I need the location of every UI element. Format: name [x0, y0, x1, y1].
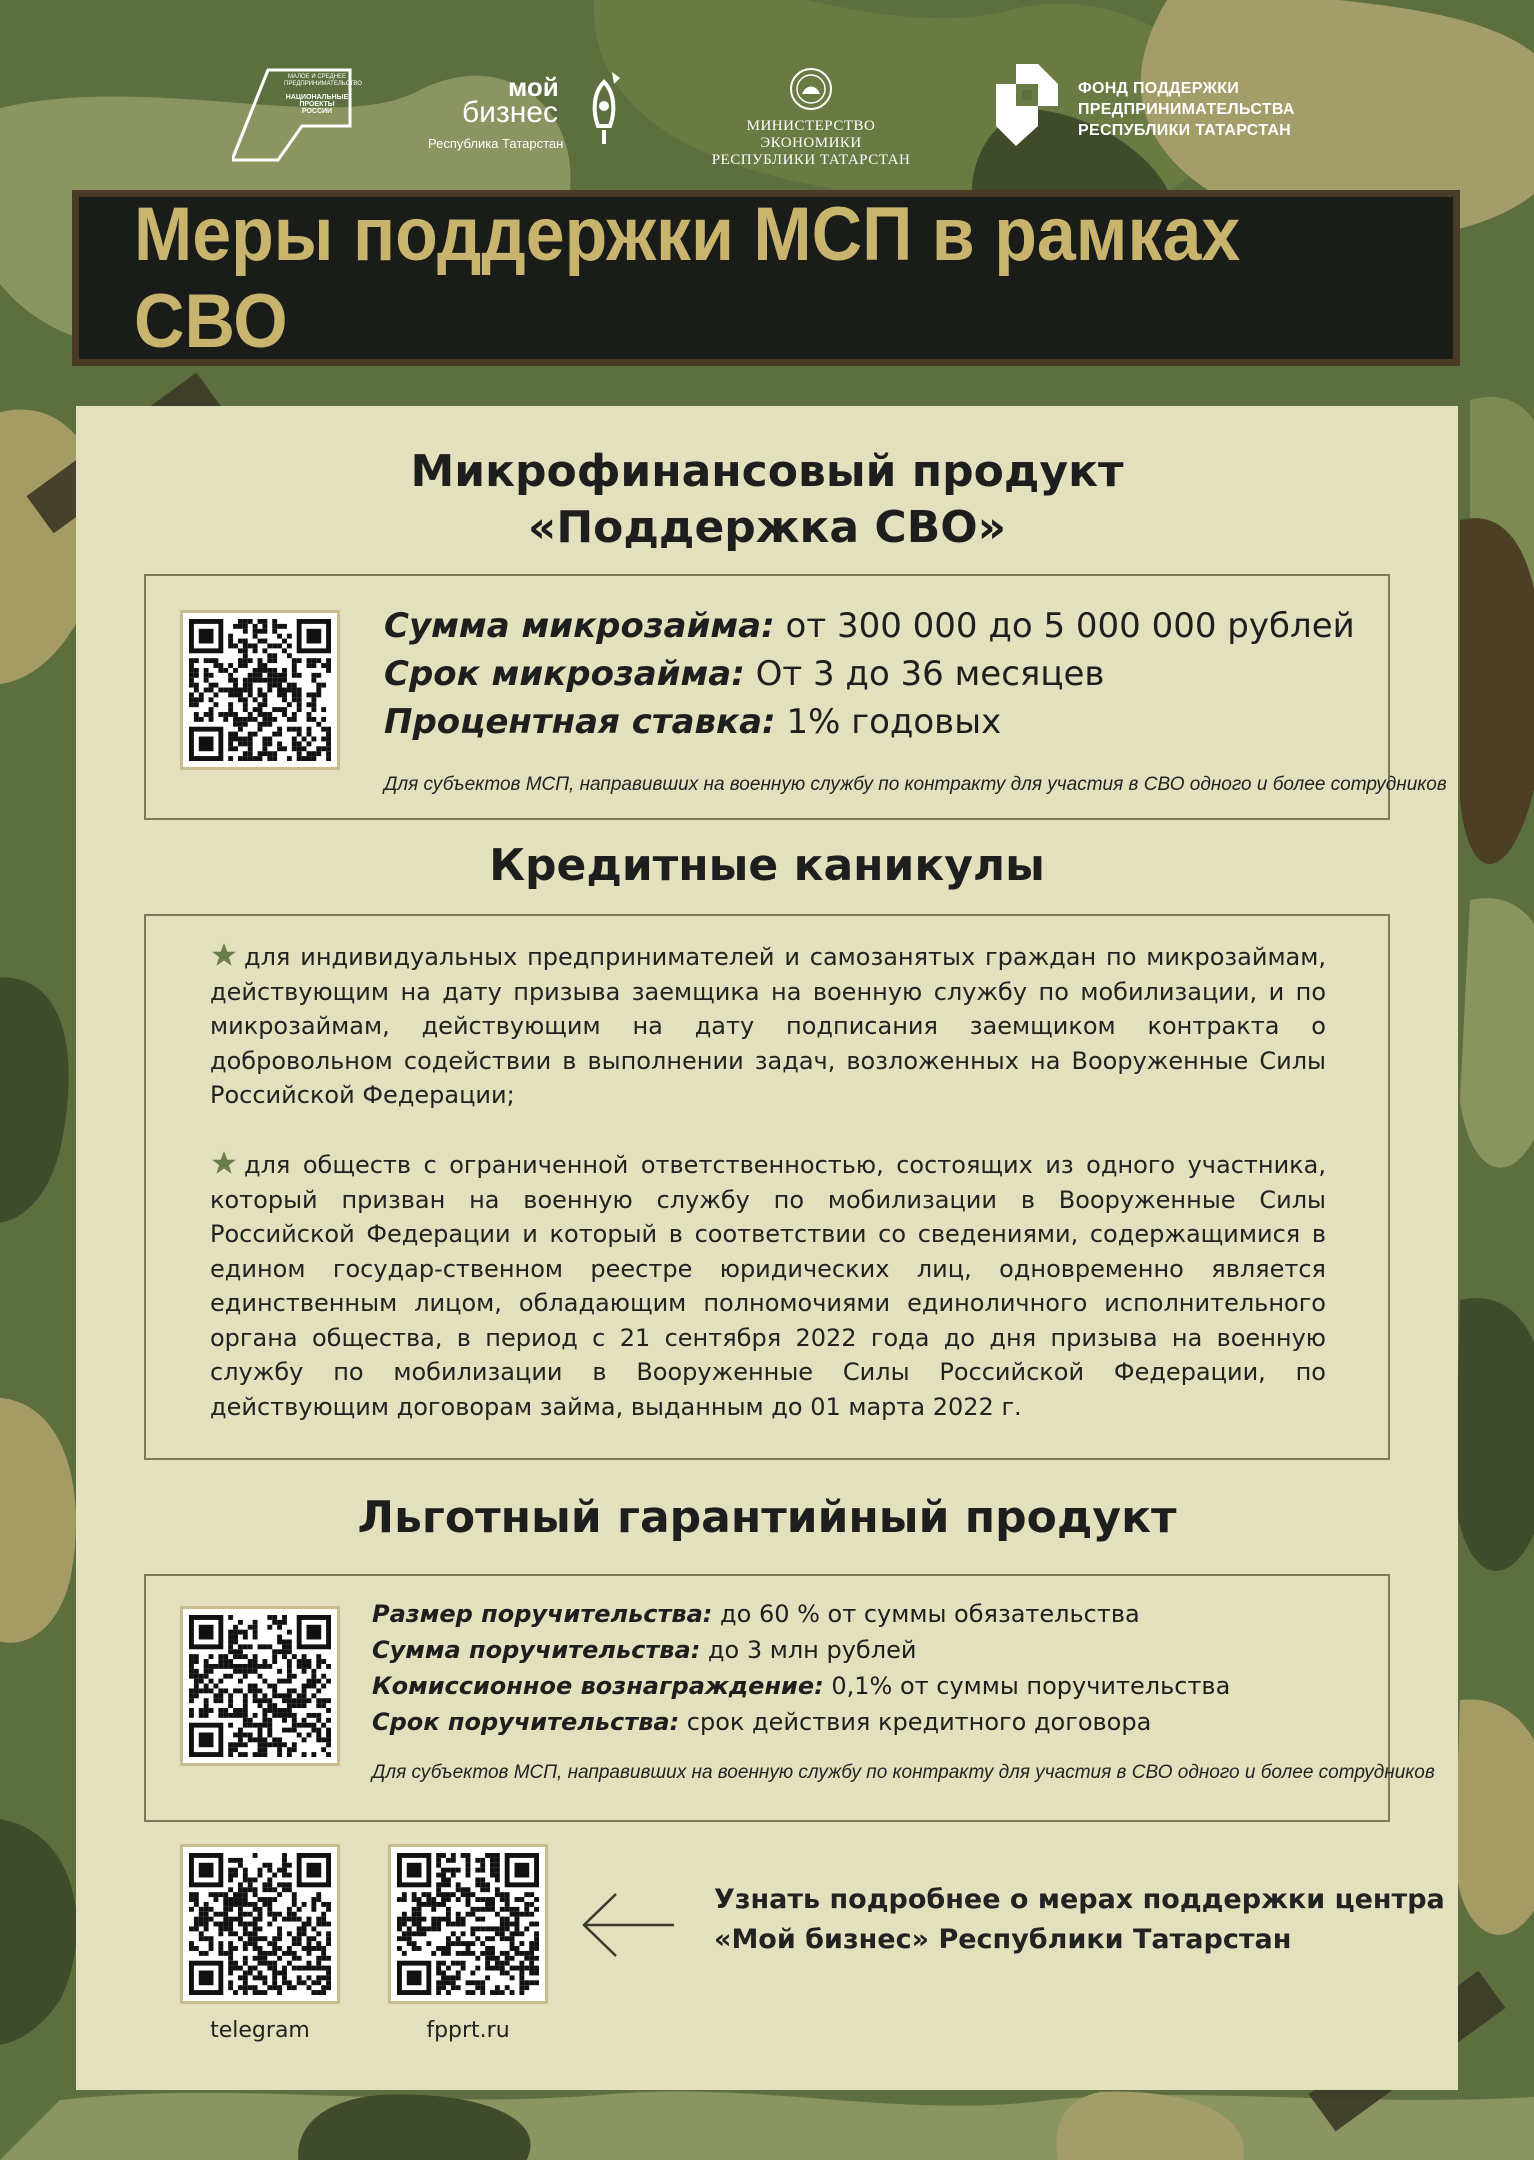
micro-rate-label: Процентная ставка: [384, 702, 776, 742]
title-bar [72, 190, 1460, 366]
guarantee-term-value: срок действия кредитного договора [679, 1708, 1152, 1736]
cta-line1: Узнать подробнее о мерах поддержки центра [714, 1884, 1445, 1915]
fond-logo [996, 64, 1326, 160]
guarantee-size-value: до 60 % от суммы обязательства [712, 1600, 1140, 1628]
rocket-icon [584, 70, 624, 146]
fond-line1: ФОНД ПОДДЕРЖКИ [1078, 80, 1240, 97]
qr-code-icon [189, 1853, 331, 1995]
fpprt-qr-code[interactable] [388, 1844, 548, 2004]
micro-heading-line2: «Поддержка СВО» [527, 502, 1007, 553]
telegram-label[interactable]: telegram [210, 2018, 310, 2043]
national-projects-logo [232, 66, 362, 162]
guarantee-term-label: Срок поручительства: [372, 1708, 680, 1736]
national-line2: ПРЕДПРИНИМАТЕЛЬСТВО [284, 81, 362, 87]
holidays-item-2-text: для обществ с ограниченной ответственностью, состоящих из одного участника, который призван на военную службу по мобилизации в Вооруженные Силы Российской Федерации и который в соответствии со сведениями, содержащимися в едином государ-ственном реестре юридических лиц, одновременно является единственным лицом, обладающим полномочиями единоличного исполнительного органа общества, в период с 21 сентября 2022 года до дня призыва на военную службу по мобилизации в Вооруженные Силы Российской Федерации, по действующим договорам займа, выданным до 01 марта 2022 г. [210, 1151, 1326, 1421]
guarantee-row-amount [372, 1632, 1230, 1668]
page-title: Меры поддержки МСП в рамках СВО [133, 192, 1241, 364]
holidays-item-1-text: для индивидуальных предпринимателей и самозанятых граждан по микрозаймам, действующим на дату призыва заемщика на военную службу по мобилизации, и по микрозаймам, действующим на дату подписания заемщиком контракта о добровольном содействии в выполнении задач, возложенных на Вооруженные Силы Российской Федерации; [210, 943, 1326, 1109]
micro-row-term [384, 650, 1355, 698]
national-line3: НАЦИОНАЛЬНЫЕ [285, 94, 349, 101]
holidays-item-2 [210, 1148, 1326, 1424]
micro-row-amount [384, 602, 1355, 650]
micro-box [144, 574, 1447, 820]
qr-code-icon [189, 1615, 331, 1757]
cta-line2: «Мой бизнес» Республики Татарстан [714, 1924, 1292, 1955]
cta-text [714, 1880, 1445, 1960]
micro-amount-value: от 300 000 до 5 000 000 рублей [774, 606, 1355, 646]
moy-biznes-logo [428, 68, 628, 164]
guarantee-fee-label: Комиссионное вознаграждение: [372, 1672, 824, 1700]
national-line5: РОССИИ [301, 108, 333, 115]
guarantee-amount-label: Сумма поручительства: [372, 1636, 701, 1664]
national-line1: МАЛОЕ И СРЕДНЕЕ [287, 74, 347, 80]
telegram-qr-code[interactable] [180, 1844, 340, 2004]
micro-term-value: От 3 до 36 месяцев [744, 654, 1105, 694]
micro-row-rate [384, 698, 1355, 746]
fond-emblem-icon [996, 64, 1058, 146]
qr-code-icon [397, 1853, 539, 1995]
guarantee-note: Для субъектов МСП, направивших на военную службу по контракту для участия в СВО одного и более сотрудников [372, 1762, 1435, 1783]
arrow-left-icon [578, 1890, 678, 1960]
fpprt-label[interactable]: fpprt.ru [426, 2018, 510, 2043]
guarantee-row-size [372, 1596, 1230, 1632]
guarantee-row-fee [372, 1668, 1230, 1704]
national-line4: ПРОЕКТЫ [299, 101, 335, 108]
micro-qr-code[interactable] [180, 610, 340, 770]
qr-code-icon [189, 619, 331, 761]
micro-heading-line1: Микрофинансовый продукт [410, 446, 1124, 497]
micro-note: Для субъектов МСП, направивших на военную службу по контракту для участия в СВО одного и более сотрудников [384, 774, 1447, 795]
guarantee-qr-code[interactable] [180, 1606, 340, 1766]
guarantee-box [144, 1574, 1435, 1822]
header-logos [0, 58, 1534, 168]
moy-biznes-word2: бизнес [462, 96, 558, 129]
fond-line2: ПРЕДПРИНИМАТЕЛЬСТВА [1078, 101, 1295, 118]
tatarstan-emblem-icon [788, 66, 834, 112]
guarantee-fee-value: 0,1% от суммы поручительства [823, 1672, 1231, 1700]
micro-amount-label: Сумма микрозайма: [384, 606, 775, 646]
holidays-item-1 [210, 940, 1326, 1113]
guarantee-size-label: Размер поручительства: [372, 1600, 713, 1628]
moy-biznes-word1: мой [508, 72, 559, 102]
holidays-heading: Кредитные каникулы [489, 840, 1045, 891]
star-bullet-icon [210, 1150, 238, 1176]
ministry-line2: РЕСПУБЛИКИ ТАТАРСТАН [711, 152, 911, 168]
guarantee-row-term [372, 1704, 1230, 1740]
fond-line3: РЕСПУБЛИКИ ТАТАРСТАН [1078, 122, 1292, 139]
micro-heading [76, 444, 1458, 556]
micro-rate-value: 1% годовых [775, 702, 1002, 742]
guarantee-heading: Льготный гарантийный продукт [357, 1492, 1177, 1543]
ministry-line1: МИНИСТЕРСТВО ЭКОНОМИКИ [746, 118, 876, 151]
moy-biznes-sub: Республика Татарстан [428, 136, 564, 151]
holidays-box [144, 914, 1390, 1460]
ministry-logo [696, 66, 926, 168]
content-panel [76, 406, 1458, 2090]
guarantee-amount-value: до 3 млн рублей [700, 1636, 917, 1664]
star-bullet-icon [210, 942, 238, 968]
micro-term-label: Срок микрозайма: [384, 654, 745, 694]
